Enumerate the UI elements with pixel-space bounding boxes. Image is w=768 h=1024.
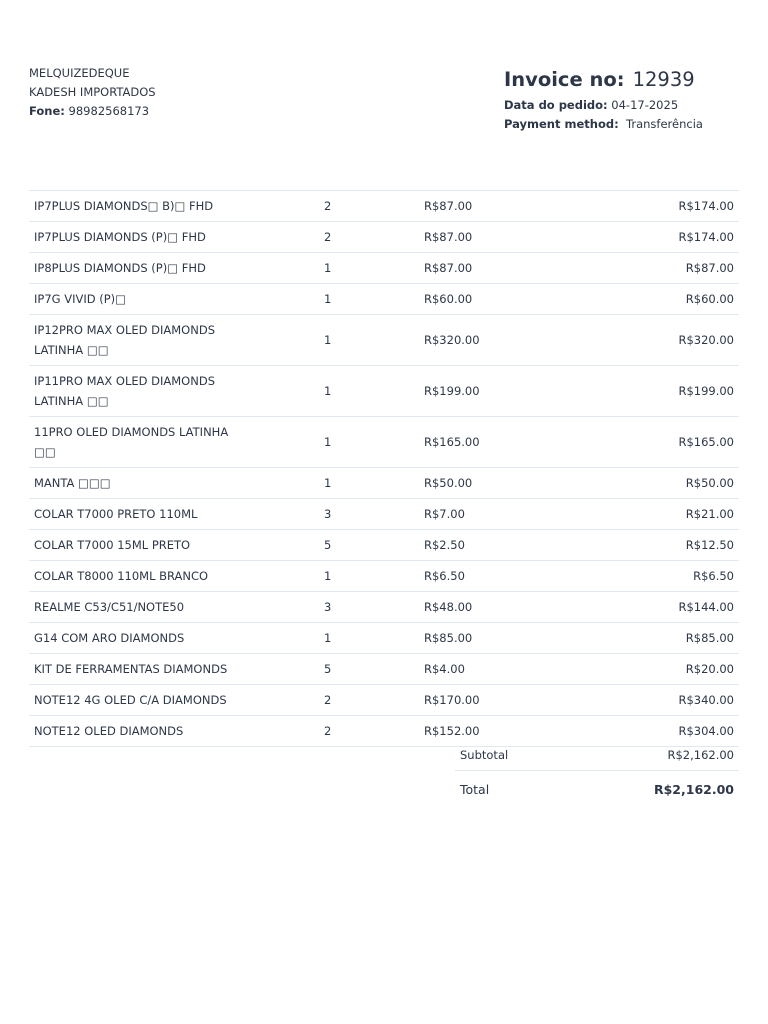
table-row (29, 366, 739, 417)
phone-value: 98982568173 (68, 104, 150, 118)
item-unit-price: R$7.00 (419, 499, 559, 530)
item-name: IP7PLUS DIAMONDS (P)□ FHD (29, 222, 319, 253)
item-unit-price: R$320.00 (419, 315, 559, 366)
item-line-total: R$21.00 (559, 499, 739, 530)
total-value: R$2,162.00 (653, 782, 734, 797)
item-unit-price: R$2.50 (419, 530, 559, 561)
item-qty: 1 (319, 468, 419, 499)
table-row (29, 592, 739, 623)
item-unit-price: R$50.00 (419, 468, 559, 499)
table-row (29, 654, 739, 685)
item-qty: 3 (319, 499, 419, 530)
item-name: 11PRO OLED DIAMONDS LATINHA □□ (29, 417, 319, 468)
subtotal-value: R$2,162.00 (567, 740, 740, 771)
item-qty: 5 (319, 530, 419, 561)
invoice-number-label: Invoice no: (504, 68, 625, 91)
invoice-header (504, 66, 703, 134)
item-qty: 1 (319, 284, 419, 315)
item-line-total: R$20.00 (559, 654, 739, 685)
items-body (29, 191, 739, 747)
item-line-total: R$174.00 (559, 191, 739, 222)
phone-label: Fone: (29, 104, 65, 118)
table-row (29, 315, 739, 366)
item-unit-price: R$152.00 (419, 716, 559, 747)
item-name: NOTE12 4G OLED C/A DIAMONDS (29, 685, 319, 716)
item-unit-price: R$6.50 (419, 561, 559, 592)
items-table (29, 190, 739, 747)
order-date-line (504, 96, 703, 115)
item-qty: 1 (319, 253, 419, 284)
item-qty: 5 (319, 654, 419, 685)
item-unit-price: R$87.00 (419, 191, 559, 222)
item-qty: 1 (319, 417, 419, 468)
item-name: COLAR T7000 15ML PRETO (29, 530, 319, 561)
item-line-total: R$144.00 (559, 592, 739, 623)
item-name: IP7PLUS DIAMONDS□ B)□ FHD (29, 191, 319, 222)
item-qty: 2 (319, 716, 419, 747)
order-date-value: 04-17-2025 (611, 98, 679, 112)
item-line-total: R$60.00 (559, 284, 739, 315)
table-row (29, 191, 739, 222)
item-unit-price: R$87.00 (419, 222, 559, 253)
item-qty: 1 (319, 366, 419, 417)
table-row (29, 222, 739, 253)
item-qty: 1 (319, 561, 419, 592)
item-name: COLAR T7000 PRETO 110ML (29, 499, 319, 530)
item-line-total: R$6.50 (559, 561, 739, 592)
item-qty: 1 (319, 315, 419, 366)
subtotal-row (455, 740, 739, 771)
item-unit-price: R$60.00 (419, 284, 559, 315)
item-unit-price: R$165.00 (419, 417, 559, 468)
item-name: IP12PRO MAX OLED DIAMONDS LATINHA □□ (29, 315, 319, 366)
item-qty: 2 (319, 222, 419, 253)
item-name: REALME C53/C51/NOTE50 (29, 592, 319, 623)
table-row (29, 530, 739, 561)
item-line-total: R$304.00 (559, 716, 739, 747)
item-unit-price: R$48.00 (419, 592, 559, 623)
seller-info (29, 64, 156, 121)
total-row (455, 771, 739, 806)
payment-method-value: Transferência (626, 117, 703, 131)
item-qty: 2 (319, 685, 419, 716)
item-name: IP7G VIVID (P)□ (29, 284, 319, 315)
table-row (29, 253, 739, 284)
table-row (29, 623, 739, 654)
table-row (29, 468, 739, 499)
item-line-total: R$87.00 (559, 253, 739, 284)
totals-table (455, 740, 739, 805)
item-unit-price: R$170.00 (419, 685, 559, 716)
table-row (29, 499, 739, 530)
payment-method-label: Payment method: (504, 117, 619, 131)
seller-company: KADESH IMPORTADOS (29, 85, 156, 99)
item-qty: 2 (319, 191, 419, 222)
item-line-total: R$174.00 (559, 222, 739, 253)
payment-method-line (504, 115, 703, 134)
item-qty: 1 (319, 623, 419, 654)
item-name: IP8PLUS DIAMONDS (P)□ FHD (29, 253, 319, 284)
order-date-label: Data do pedido: (504, 98, 608, 112)
item-unit-price: R$4.00 (419, 654, 559, 685)
total-label: Total (460, 782, 490, 797)
item-name: IP11PRO MAX OLED DIAMONDS LATINHA □□ (29, 366, 319, 417)
seller-phone-line (29, 102, 156, 121)
item-name: G14 COM ARO DIAMONDS (29, 623, 319, 654)
item-qty: 3 (319, 592, 419, 623)
item-line-total: R$12.50 (559, 530, 739, 561)
item-name: COLAR T8000 110ML BRANCO (29, 561, 319, 592)
table-row (29, 685, 739, 716)
table-row (29, 284, 739, 315)
seller-name: MELQUIZEDEQUE (29, 66, 130, 80)
item-line-total: R$199.00 (559, 366, 739, 417)
table-row (29, 561, 739, 592)
invoice-number: 12939 (632, 68, 695, 91)
item-line-total: R$340.00 (559, 685, 739, 716)
item-name: KIT DE FERRAMENTAS DIAMONDS (29, 654, 319, 685)
table-row (29, 417, 739, 468)
item-unit-price: R$87.00 (419, 253, 559, 284)
item-name: MANTA □□□ (29, 468, 319, 499)
item-unit-price: R$199.00 (419, 366, 559, 417)
invoice-title (504, 66, 703, 94)
subtotal-label: Subtotal (455, 740, 567, 771)
item-line-total: R$320.00 (559, 315, 739, 366)
item-line-total: R$50.00 (559, 468, 739, 499)
item-line-total: R$165.00 (559, 417, 739, 468)
item-name: NOTE12 OLED DIAMONDS (29, 716, 319, 747)
item-unit-price: R$85.00 (419, 623, 559, 654)
item-line-total: R$85.00 (559, 623, 739, 654)
